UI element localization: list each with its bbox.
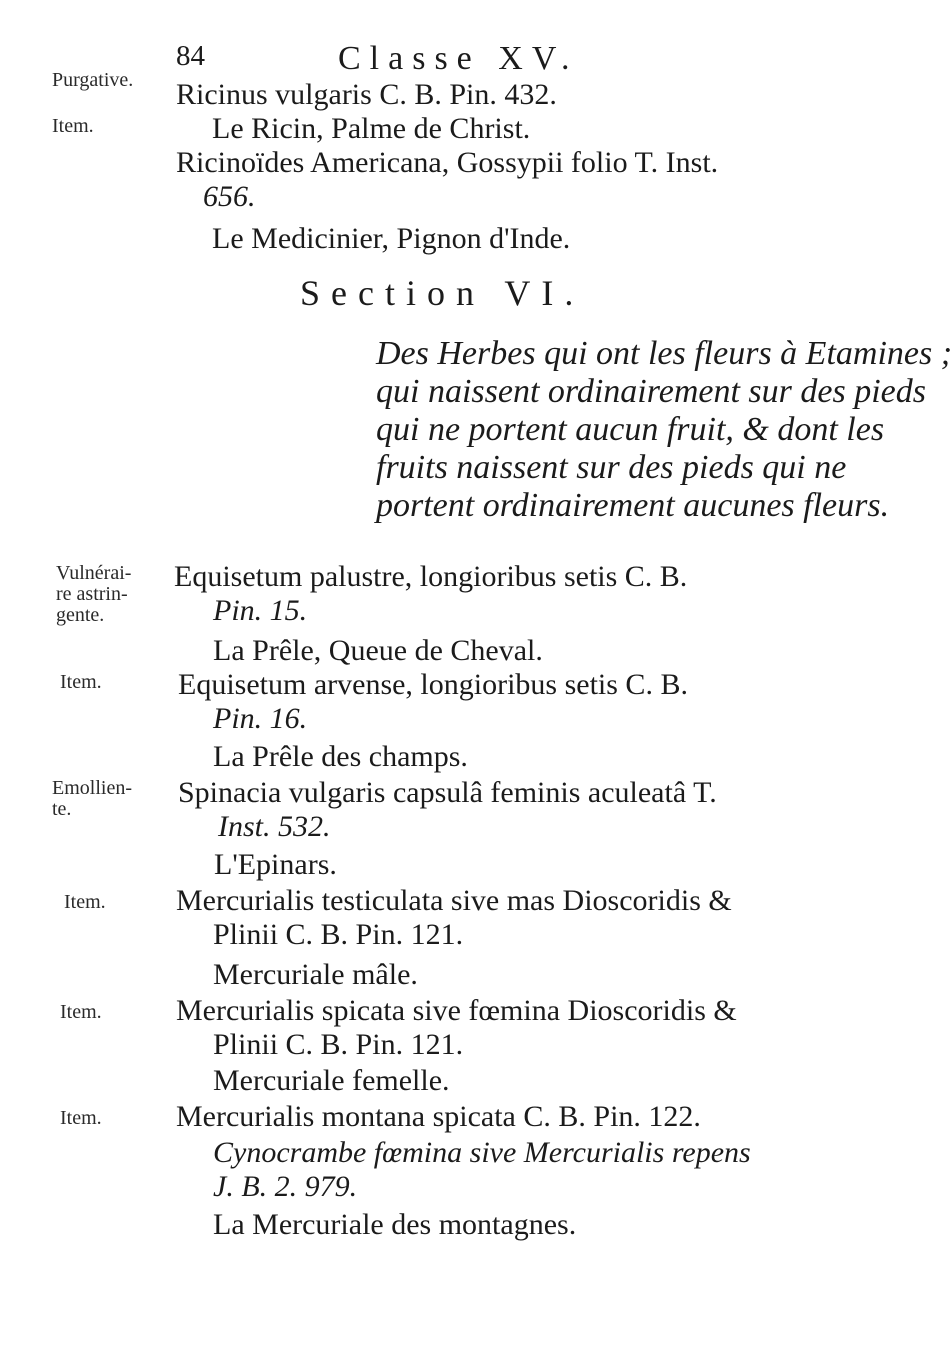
- description-line: fruits naissent sur des pieds qui ne: [376, 449, 847, 486]
- entry-line: Inst. 532.: [218, 810, 331, 843]
- entry-line: Pin. 15.: [213, 594, 308, 627]
- margin-note: Emollien- te.: [52, 777, 132, 820]
- entry-line: Mercuriale femelle.: [213, 1064, 450, 1097]
- entry-line: Mercuriale mâle.: [213, 958, 418, 991]
- margin-note: Vulnérai- re astrin- gente.: [56, 562, 132, 626]
- entry-line: La Prêle, Queue de Cheval.: [213, 634, 543, 667]
- entry-line: La Mercuriale des montagnes.: [213, 1208, 577, 1241]
- entry-line: L'Epinars.: [214, 848, 337, 881]
- description-line: portent ordinairement aucunes fleurs.: [376, 487, 890, 524]
- entry-line: Mercurialis testiculata sive mas Dioscoridis &: [176, 884, 732, 917]
- margin-note: Item.: [52, 115, 94, 137]
- entry-line: Spinacia vulgaris capsulâ feminis aculeatâ T.: [178, 776, 717, 809]
- entry-line: Le Ricin, Palme de Christ.: [212, 112, 531, 145]
- margin-note: Item.: [64, 891, 106, 913]
- section-title: Section VI.: [300, 273, 585, 313]
- entry-line: Le Medicinier, Pignon d'Inde.: [212, 222, 571, 255]
- section-description: [376, 335, 952, 525]
- entry-line: J. B. 2. 979.: [213, 1170, 358, 1203]
- description-line: Des Herbes qui ont les fleurs à Etamines ;: [376, 335, 952, 372]
- entry-line: Mercurialis spicata sive fœmina Dioscoridis &: [176, 994, 737, 1027]
- margin-note: Purgative.: [52, 69, 134, 91]
- entry-line: La Prêle des champs.: [213, 740, 468, 773]
- entry-line: Ricinoïdes Americana, Gossypii folio T. Inst.: [176, 146, 719, 179]
- description-line: qui naissent ordinairement sur des pieds: [376, 373, 926, 410]
- entry-line: Mercurialis montana spicata C. B. Pin. 122.: [176, 1100, 701, 1133]
- description-line: qui ne portent aucun fruit, & dont les: [376, 411, 885, 448]
- margin-note: Item.: [60, 1107, 102, 1129]
- entry-line: Cynocrambe fœmina sive Mercurialis repens: [213, 1136, 751, 1169]
- page-number: 84: [176, 40, 205, 72]
- entry-line: Equisetum arvense, longioribus setis C. B.: [178, 668, 688, 701]
- margin-note: Item.: [60, 1001, 102, 1023]
- running-title: Classe XV.: [338, 40, 579, 77]
- entry-line: 656.: [203, 180, 256, 213]
- entry-line: Ricinus vulgaris C. B. Pin. 432.: [176, 78, 557, 111]
- entry-line: Pin. 16.: [213, 702, 308, 735]
- margin-note: Item.: [60, 671, 102, 693]
- entry-line: Plinii C. B. Pin. 121.: [213, 918, 464, 951]
- entry-line: Equisetum palustre, longioribus setis C. B.: [174, 560, 688, 593]
- entry-line: Plinii C. B. Pin. 121.: [213, 1028, 464, 1061]
